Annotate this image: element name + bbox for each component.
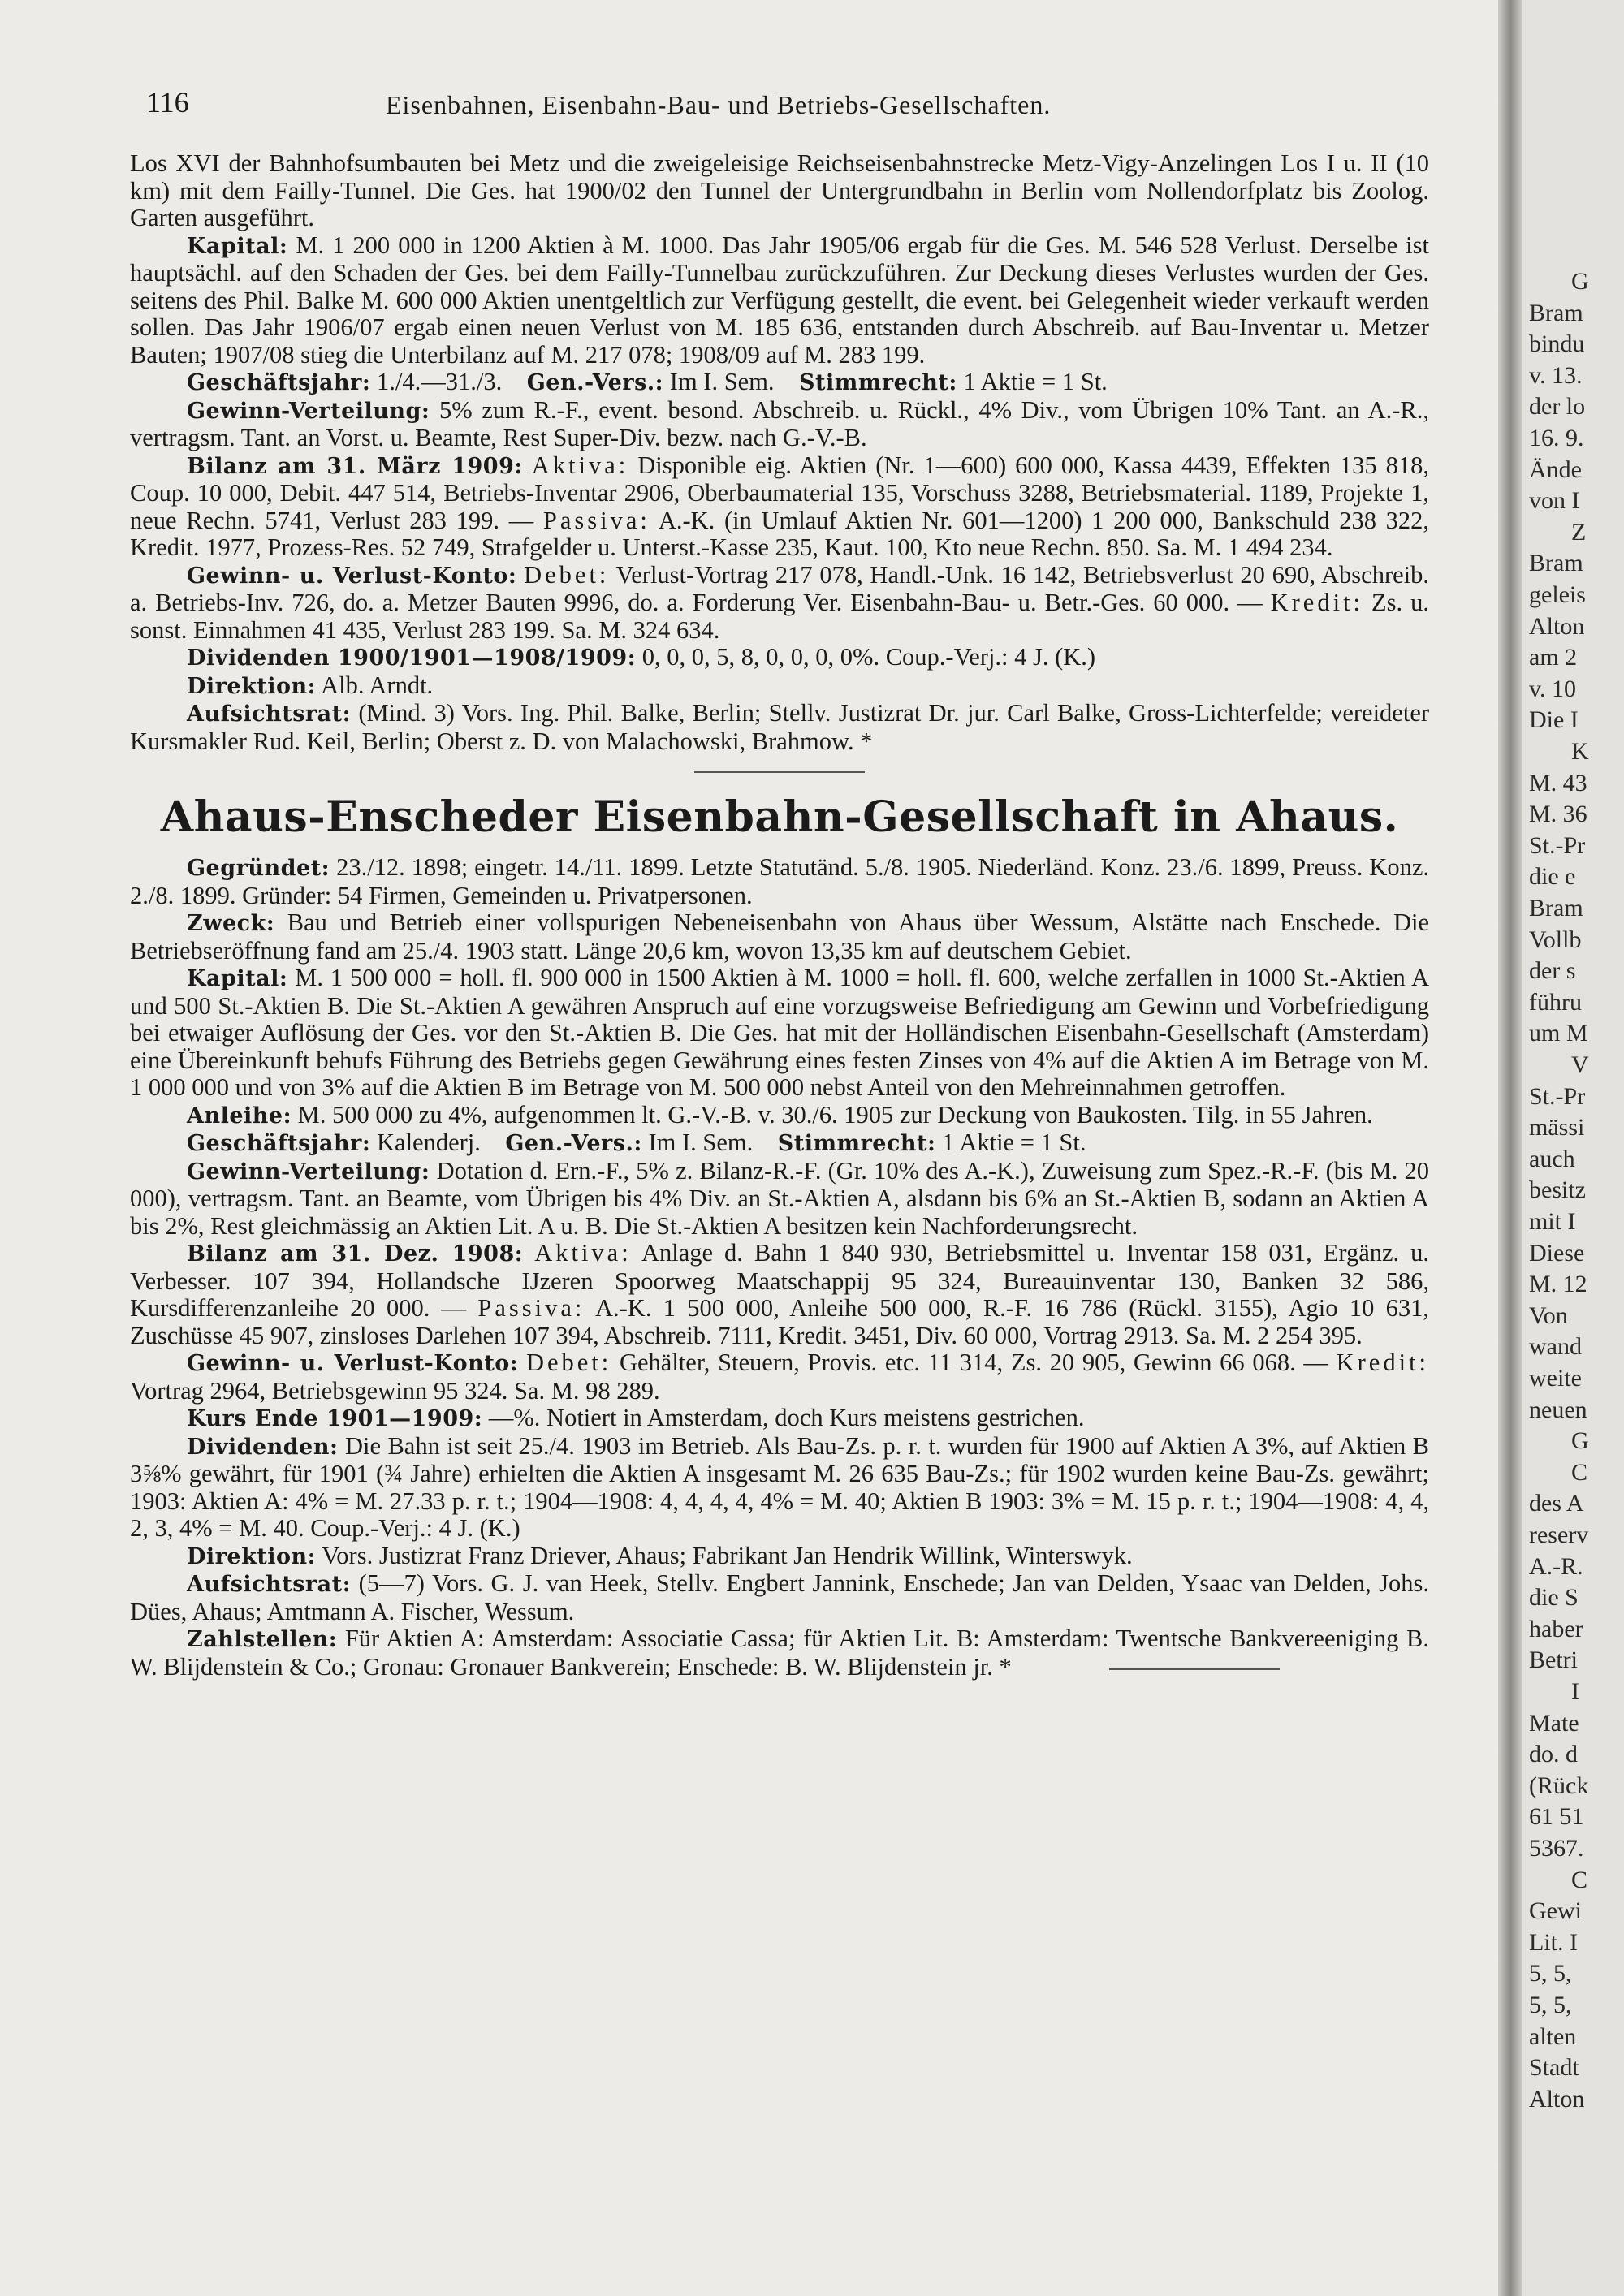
next-page-fragment: von I (1529, 487, 1580, 515)
debet-text: Gehälter, Steuern, Provis. etc. 11 314, Zs. 20 905, Gewinn 66 068. — (619, 1349, 1328, 1376)
debet-text: Verlust-Vortrag 217 078, Handl.-Unk. 16 142, Betriebsverlust 20 690, Abschreib. a. Betriebs-Inv. 726, do. a. Metzer Bauten 9996, do. a. Forderung Ver. Eisenbahn-Bau- u. Betr.-Ges. 60 000. — (130, 560, 1430, 616)
entry1-geschaeftsjahr (130, 369, 1429, 397)
company-title: Ahaus-Enscheder Eisenbahn-Gesellschaft in Ahaus. (160, 792, 1399, 842)
next-page-fragment: Betri (1529, 1646, 1578, 1674)
kapital-label: Kapital: (187, 966, 288, 991)
next-page-fragment: Bram (1529, 299, 1583, 326)
next-page-fragment: weite (1529, 1365, 1582, 1392)
next-page-fragment: (Rück (1529, 1772, 1589, 1799)
gj-text: 1./4.—31./3. (377, 368, 503, 395)
kapital-text: M. 1 500 000 = holl. fl. 900 000 in 1500 Aktien à M. 1000 = holl. fl. 600, welche zerfallen in 1000 St.-Aktien A und 500 St.-Aktien B. Die St.-Aktien A gewähren Anspruch auf eine vorzugsweise Befriedigung am Gewinn und Vorbefriedigung bei etwaiger Auflösung der Ges. vor den St.-Aktien B. Die Ges. hat mit der Holländischen Eisenbahn-Gesellschaft (Amsterdam) eine Übereinkunft behufs Führung des Betriebs gegen Gewährung eines festen Zinses von 4% auf die Aktien A im Betrage von M. 1 000 000 und von 3% auf die Aktien B im Betrage von M. 500 000 nebst Anteil von den Mehreinnahmen getroffen. (130, 964, 1429, 1101)
bilanz-label: Bilanz am 31. Dez. 1908: (187, 1241, 524, 1267)
next-page-fragment: der s (1529, 957, 1576, 985)
next-page-fragment: Alton (1529, 2085, 1585, 2113)
next-page-fragment: Z (1571, 518, 1587, 546)
next-page-fragment: reserv (1529, 1521, 1589, 1548)
kredit-label: Kredit: (1336, 1349, 1430, 1376)
next-page-fragment: der lo (1529, 393, 1586, 421)
passiva-label: Passiva: (542, 506, 650, 534)
next-page-fragment: am 2 (1529, 644, 1578, 671)
next-page-fragment: Bram (1529, 895, 1583, 921)
guv-label: Gewinn- u. Verlust-Konto: (187, 1351, 519, 1376)
next-page-fragment: Mate (1529, 1709, 1579, 1737)
next-page-fragment: Ände (1529, 455, 1582, 483)
ar-label: Aufsichtsrat: (187, 701, 352, 727)
kapital-text: M. 1 200 000 in 1200 Aktien à M. 1000. Das Jahr 1905/06 ergab für die Ges. M. 546 528 Verlust. Derselbe ist hauptsächl. auf den Schaden der Ges. bei dem Failly-Tunnelbau zurückzuführen. Zur Deckung dieses Verlustes wurden der Ges. seitens des Phil. Balke M. 600 000 Aktien unentgeltlich zur Verfügung gestellt, die event. bei Gelegenheit wieder verkauft werden sollen. Das Jahr 1906/07 ergab einen neuen Verlust von M. 185 636, entstanden durch Abschreib. auf Bau-Inventar u. Metzer Bauten; 1907/08 stieg die Unterbilanz auf M. 217 078; 1908/09 auf M. 283 199. (130, 231, 1429, 369)
gv-label: Gen.-Vers.: (526, 370, 664, 395)
next-page-fragment: C (1571, 1458, 1588, 1486)
entry1-aufsichtsrat (130, 700, 1429, 755)
zahl-label: Zahlstellen: (187, 1627, 338, 1652)
kapital-label: Kapital: (187, 233, 288, 259)
next-page-fragment: G (1571, 268, 1589, 295)
next-page-fragment: führu (1529, 988, 1582, 1016)
next-page-fragment: M. 12 (1529, 1271, 1587, 1298)
gewinn-text: Dotation d. Ern.-F., 5% z. Bilanz-R.-F. (Gr. 10% des A.-K.), Zuweisung zum Spez.-R.-F. (bis M. 20 000), vertragsm. Tant. an Beamte, vom Übrigen bis 4% Div. an St.-Aktien A, alsdann bis 6% an St.-Aktien B, sodann an Aktien A bis 2%, Rest gleichmässig an Aktien Lit. A u. B. Die St.-Aktien A besitzen kein Nachforderungsrecht. (130, 1156, 1429, 1240)
entry2-zahlstellen (130, 1625, 1429, 1681)
next-page-fragment: M. 43 (1529, 769, 1587, 796)
entry1-dividenden (130, 644, 1429, 672)
guv-label: Gewinn- u. Verlust-Konto: (187, 563, 517, 589)
next-page-fragment: v. 10 (1529, 675, 1577, 702)
entry2-gegruendet (130, 854, 1429, 909)
next-page-fragment: besitz (1529, 1176, 1586, 1204)
stimm-text: 1 Aktie = 1 St. (963, 368, 1108, 395)
next-page-fragment: Von (1529, 1301, 1568, 1329)
entry2-kurs (130, 1405, 1429, 1433)
gewinn-label: Gewinn-Verteilung: (187, 398, 430, 424)
next-page-fragment: St.-Pr (1529, 831, 1586, 859)
div-label: Dividenden 1900/1901—1908/1909: (187, 645, 637, 671)
dir-label: Direktion: (187, 1543, 317, 1569)
next-page-fragment: G (1571, 1427, 1589, 1455)
next-page-fragment: Bram (1529, 550, 1583, 577)
entry2-aufsichtsrat (130, 1570, 1429, 1625)
kredit-text: Zs. u. sonst. Einnahmen 41 435, Verlust 283 199. Sa. M. 324 634. (130, 589, 1430, 644)
kurs-label: Kurs Ende 1901—1909: (187, 1406, 483, 1431)
div-text: 0, 0, 0, 5, 8, 0, 0, 0, 0%. Coup.-Verj.: 4 J. (K.) (641, 643, 1096, 671)
next-page-fragment: C (1571, 1866, 1588, 1893)
next-page-fragment: 16. 9. (1529, 425, 1584, 451)
entry2-kapital (130, 965, 1429, 1102)
entry2-dividenden (130, 1433, 1429, 1543)
next-page-fragment: M. 36 (1529, 801, 1587, 828)
next-page-fragment: A.-R. (1529, 1552, 1583, 1580)
next-page-fragment: do. d (1529, 1741, 1578, 1768)
entry2-guv (130, 1349, 1429, 1405)
entry2-geschaeftsjahr (130, 1129, 1429, 1158)
debet-label: Debet: (524, 560, 610, 589)
next-page-fragment: Diese (1529, 1239, 1585, 1267)
entry2-gewinn-verteilung (130, 1158, 1429, 1241)
next-page-fragment: auch (1529, 1145, 1575, 1172)
entry2-direktion (130, 1543, 1429, 1571)
gj-text: Kalenderj. (377, 1129, 481, 1156)
gj-label: Geschäftsjahr: (187, 370, 371, 395)
gegr-label: Gegründet: (187, 856, 330, 881)
div-text: Die Bahn ist seit 25./4. 1903 im Betrieb. Als Bau-Zs. p. r. t. wurden für 1900 auf Aktien A 3%, auf Aktien B 3⅝% gewährt, für 1901 (¾ Jahre) erhielten die Aktien A insgesamt M. 26 635 Bau-Zs.; für 1902 wurden keine Bau-Zs. gewährt; 1903: Aktien A: 4% = M. 27.33 p. r. t.; 1904—1908: 4, 4, 4, 4, 4% = M. 40; Aktien B 1903: 3% = M. 15 p. r. t.; 1904—1908: 4, 4, 2, 3, 4% = M. 40. Coup.-Verj.: 4 J. (K.) (130, 1431, 1430, 1542)
dir-text: Vors. Justizrat Franz Driever, Ahaus; Fabrikant Jan Hendrik Willink, Winterswyk. (322, 1541, 1133, 1569)
book-gutter (1498, 0, 1522, 2296)
next-page-fragment: bindu (1529, 330, 1585, 358)
passiva-text: A.-K. 1 500 000, Anleihe 500 000, R.-F. 16 786 (Rückl. 3155), Agio 10 631, Zuschüsse 45 907, zinsloses Darlehen 107 394, Abschreib. 7111, Kredit. 3451, Div. 60 000, Vortrag 2913. Sa. M. 2 254 395. (130, 1294, 1429, 1349)
gv-label: Gen.-Vers.: (505, 1131, 642, 1156)
next-page-fragment: neuen (1529, 1396, 1587, 1423)
entry1-bilanz (130, 452, 1429, 562)
kredit-text: Vortrag 2964, Betriebsgewinn 95 324. Sa. M. 98 289. (130, 1376, 660, 1405)
kredit-label: Kredit: (1270, 589, 1364, 616)
next-page-fragment: des A (1529, 1490, 1584, 1517)
anleihe-text: M. 500 000 zu 4%, aufgenommen lt. G.-V.-B. v. 30./6. 1905 zur Deckung von Baukosten. Tilg. in 55 Jahren. (297, 1100, 1373, 1129)
next-page-edge (1522, 0, 1624, 2296)
kurs-text: —%. Notiert in Amsterdam, doch Kurs meistens gestrichen. (488, 1404, 1085, 1431)
entry1-kapital (130, 232, 1429, 369)
aktiva-label: Aktiva: (531, 451, 629, 479)
next-page-fragment: Vollb (1529, 926, 1582, 953)
passiva-text: A.-K. (in Umlauf Aktien Nr. 601—1200) 1 200 000, Bankschuld 238 322, Kredit. 1977, Prozess-Res. 52 749, Strafgelder u. Unterst.-Kasse 235, Kaut. 100, Kto neue Rechn. 850. Sa. M. 1 494 234. (130, 506, 1429, 561)
gegr-text: 23./12. 1898; eingetr. 14./11. 1899. Letzte Statutänd. 5./8. 1905. Niederländ. Konz. 23./6. 1899, Preuss. Konz. 2./8. 1899. Gründer: 54 Firmen, Gemeinden u. Privatpersonen. (130, 853, 1430, 909)
next-page-fragment: Alton (1529, 612, 1585, 640)
gewinn-text: 5% zum R.-F., event. besond. Abschreib. u. Rückl., 4% Div., vom Übrigen 10% Tant. an A.-R., vertragsm. Tant. an Vorst. u. Beamte, Rest Super-Div. bezw. nach G.-V.-B. (130, 395, 1429, 451)
entry1-gewinn-verteilung (130, 397, 1429, 452)
page-number: 116 (146, 86, 189, 119)
page-header (146, 85, 1437, 126)
entry2-zweck (130, 909, 1429, 965)
next-page-fragment: 5, 5, (1529, 1992, 1572, 2018)
next-page-fragment: wand (1529, 1333, 1582, 1361)
aktiva-text: Anlage d. Bahn 1 840 930, Betriebsmittel u. Inventar 158 031, Ergänz. u. Verbesser. 107 394, Hollandsche IJzeren Spoorweg Maatschappij 95 324, Bureauinventar 130, Banken 32 586, Kursdifferenzanleihe 20 000. — (130, 1239, 1429, 1322)
next-page-fragment: 5, 5, (1529, 1960, 1572, 1987)
gewinn-label: Gewinn-Verteilung: (187, 1159, 430, 1185)
next-page-fragment: Die I (1529, 706, 1579, 734)
gv-text: Im I. Sem. (669, 368, 775, 395)
next-page-fragment: V (1571, 1051, 1589, 1078)
next-page-fragment: mit I (1529, 1208, 1576, 1235)
passiva-label: Passiva: (477, 1294, 585, 1322)
next-page-fragment: geleis (1529, 581, 1586, 608)
anleihe-label: Anleihe: (187, 1103, 292, 1129)
next-page-fragment: alten (1529, 2022, 1577, 2050)
text-column (130, 150, 1429, 1681)
gj-label: Geschäftsjahr: (187, 1131, 371, 1156)
next-page-fragment: 61 51 (1529, 1803, 1584, 1831)
next-page-fragment: v. 13. (1529, 361, 1583, 389)
next-page-fragment: K (1571, 738, 1589, 765)
aktiva-label: Aktiva: (534, 1239, 632, 1267)
entry1-direktion (130, 672, 1429, 701)
ar-text: (5—7) Vors. G. J. van Heek, Stellv. Engbert Jannink, Enschede; Jan van Delden, Ysaac van Delden, Johs. Dües, Ahaus; Amtmann A. Fischer, Wessum. (130, 1569, 1430, 1625)
zahl-text: Für Aktien A: Amsterdam: Associatie Cassa; für Aktien Lit. B: Amsterdam: Twentsche Bankvereeniging B. W. Blijdenstein & Co.; Gronau: Gronauer Bankverein; Enschede: B. W. Blijdenstein jr. * (130, 1625, 1429, 1681)
next-page-fragment: mässi (1529, 1114, 1585, 1142)
stimm-label: Stimmrecht: (777, 1131, 936, 1156)
entry2-anleihe (130, 1102, 1429, 1130)
next-page-fragment: Gewi (1529, 1897, 1582, 1925)
entry1-intro: Los XVI der Bahnhofsumbauten bei Metz und die zweigeleisige Reichseisenbahnstrecke Metz-Vigy-Anzelingen Los I u. II (10 km) mit dem Failly-Tunnel. Die Ges. hat 1900/02 den Tunnel der Untergrundbahn in Berlin vom Nollendorfplatz bis Zoolog. Garten ausgeführt. (130, 149, 1429, 231)
dir-label: Direktion: (187, 673, 317, 699)
ar-text: (Mind. 3) Vors. Ing. Phil. Balke, Berlin; Stellv. Justizrat Dr. jur. Carl Balke, Gross-Lichterfelde; vereideter Kursmakler Rud. Keil, Berlin; Oberst z. D. von Malachowski, Brahmow. * (130, 699, 1430, 755)
gv-text: Im I. Sem. (648, 1129, 754, 1156)
next-page-fragment: St.-Pr (1529, 1082, 1586, 1110)
zweck-text: Bau und Betrieb einer vollspurigen Nebeneisenbahn von Ahaus über Wessum, Alstätte nach Enschede. Die Betriebseröffnung fand am 25./4. 1903 statt. Länge 20,6 km, wovon 13,35 km auf deutschem Gebiet. (130, 908, 1430, 965)
aktiva-text: Disponible eig. Aktien (Nr. 1—600) 600 000, Kassa 4439, Effekten 135 818, Coup. 10 000, Debit. 447 514, Betriebs-Inventar 2906, Oberbaumaterial 135, Vorschuss 3288, Betriebsmaterial. 1189, Projekte 1, neue Rechn. 5741, Verlust 283 199. — (130, 451, 1430, 534)
next-page-fragment: um M (1529, 1020, 1588, 1047)
next-page-fragment: I (1571, 1678, 1579, 1705)
next-page-fragment: die e (1529, 863, 1576, 891)
zweck-label: Zweck: (187, 911, 275, 936)
section-divider (694, 771, 865, 773)
ar-label: Aufsichtsrat: (187, 1572, 352, 1597)
div-label: Dividenden: (187, 1434, 339, 1460)
bilanz-label: Bilanz am 31. März 1909: (187, 453, 523, 479)
entry1-guv (130, 562, 1429, 645)
next-page-fragment: Stadt (1529, 2054, 1579, 2082)
debet-label: Debet: (525, 1349, 612, 1376)
next-page-fragment: die S (1529, 1584, 1579, 1612)
next-page-fragment: 5367. (1529, 1835, 1584, 1862)
entry2-bilanz (130, 1240, 1429, 1349)
stimm-label: Stimmrecht: (799, 370, 957, 395)
next-page-fragment: Lit. I (1529, 1928, 1578, 1956)
next-page-fragment: haber (1529, 1615, 1583, 1642)
running-title: Eisenbahnen, Eisenbahn-Bau- und Betriebs-Gesellschaften. (386, 90, 1052, 119)
dir-text: Alb. Arndt. (321, 671, 434, 699)
end-divider (1109, 1668, 1280, 1670)
stimm-text: 1 Aktie = 1 St. (942, 1129, 1086, 1156)
